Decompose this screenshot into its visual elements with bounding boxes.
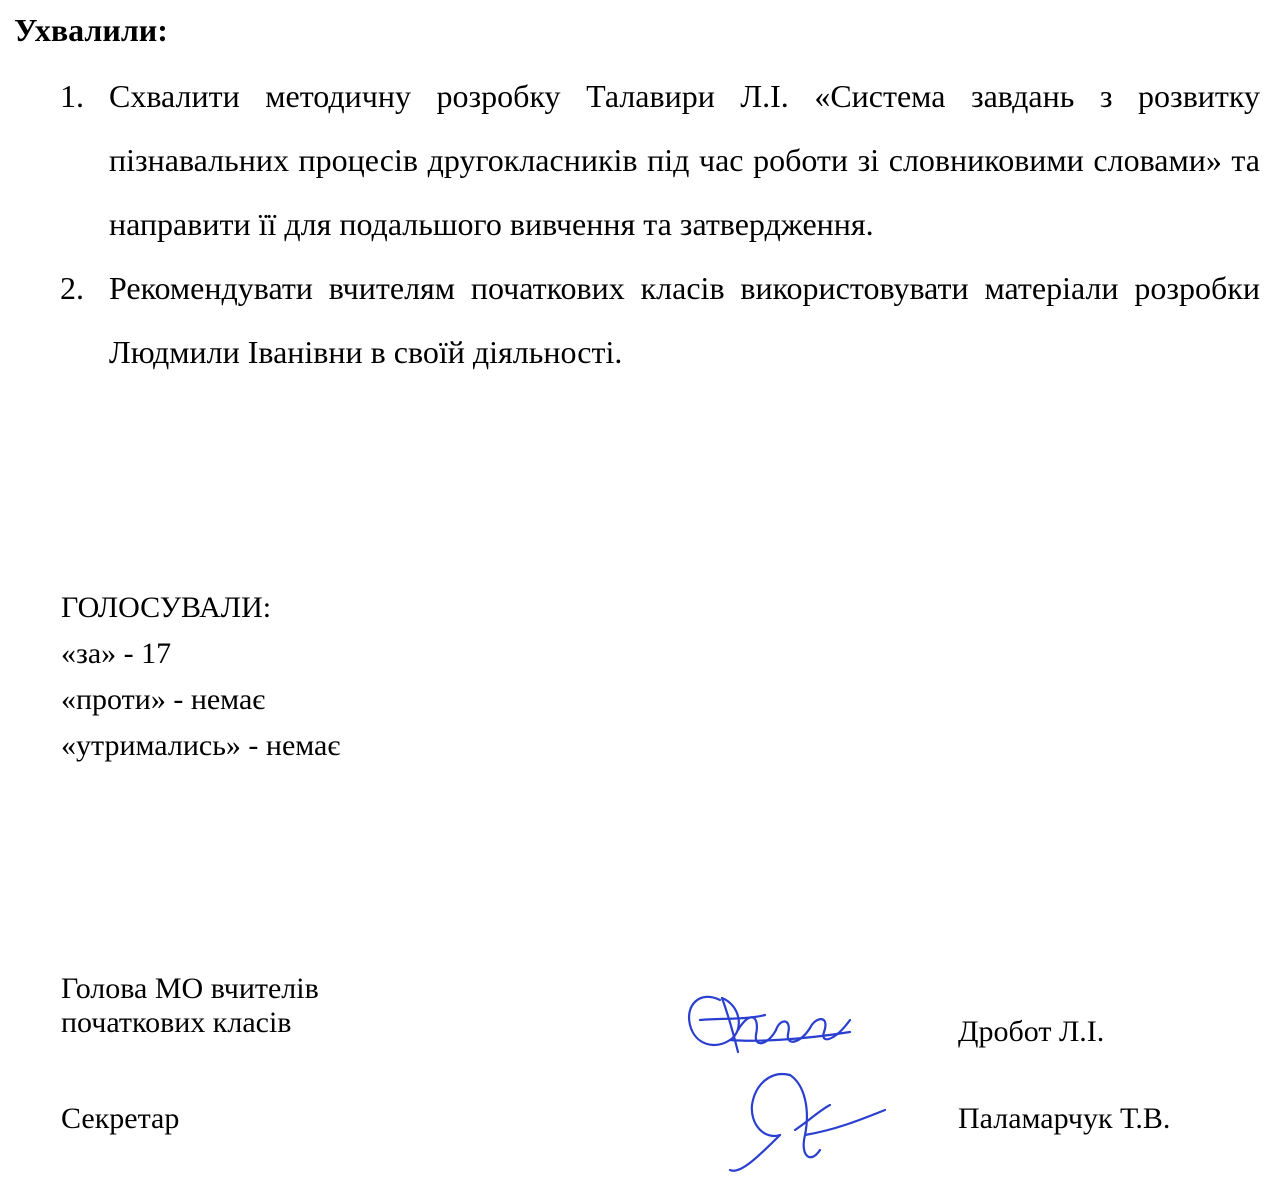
resolution-heading: Ухвалили:	[14, 12, 168, 48]
vote-for: «за» - 17	[61, 637, 172, 670]
resolution-text: Схвалити методичну розробку Талавири Л.І. «Система завдань з розвитку пізнавальних процесів другокласників під час роботи зі словниковими словами» та направити її для подальшого вивчення та затвердження.	[109, 78, 1260, 242]
resolution-number: 1.	[60, 78, 84, 114]
resolution-item	[60, 64, 1260, 256]
resolution-number: 2.	[60, 270, 84, 306]
resolution-item	[60, 256, 1260, 384]
voting-block	[61, 585, 340, 769]
secretary-name: Паламарчук Т.В.	[958, 1102, 1171, 1135]
secretary-role: Секретар	[61, 1102, 180, 1135]
head-role-line2: початкових класів	[61, 1006, 292, 1039]
head-role	[61, 972, 319, 1040]
vote-against: «проти» - немає	[61, 683, 266, 716]
handwritten-signature-icon	[660, 960, 900, 1180]
resolution-list	[60, 64, 1260, 384]
head-role-line1: Голова МО вчителів	[61, 972, 319, 1005]
vote-abstained: «утримались» - немає	[61, 729, 341, 762]
head-name: Дробот Л.І.	[958, 1015, 1105, 1048]
voting-title: ГОЛОСУВАЛИ:	[61, 591, 272, 624]
resolution-text: Рекомендувати вчителям початкових класів використовувати матеріали розробки Людмили Іванівни в своїй діяльності.	[109, 270, 1260, 370]
